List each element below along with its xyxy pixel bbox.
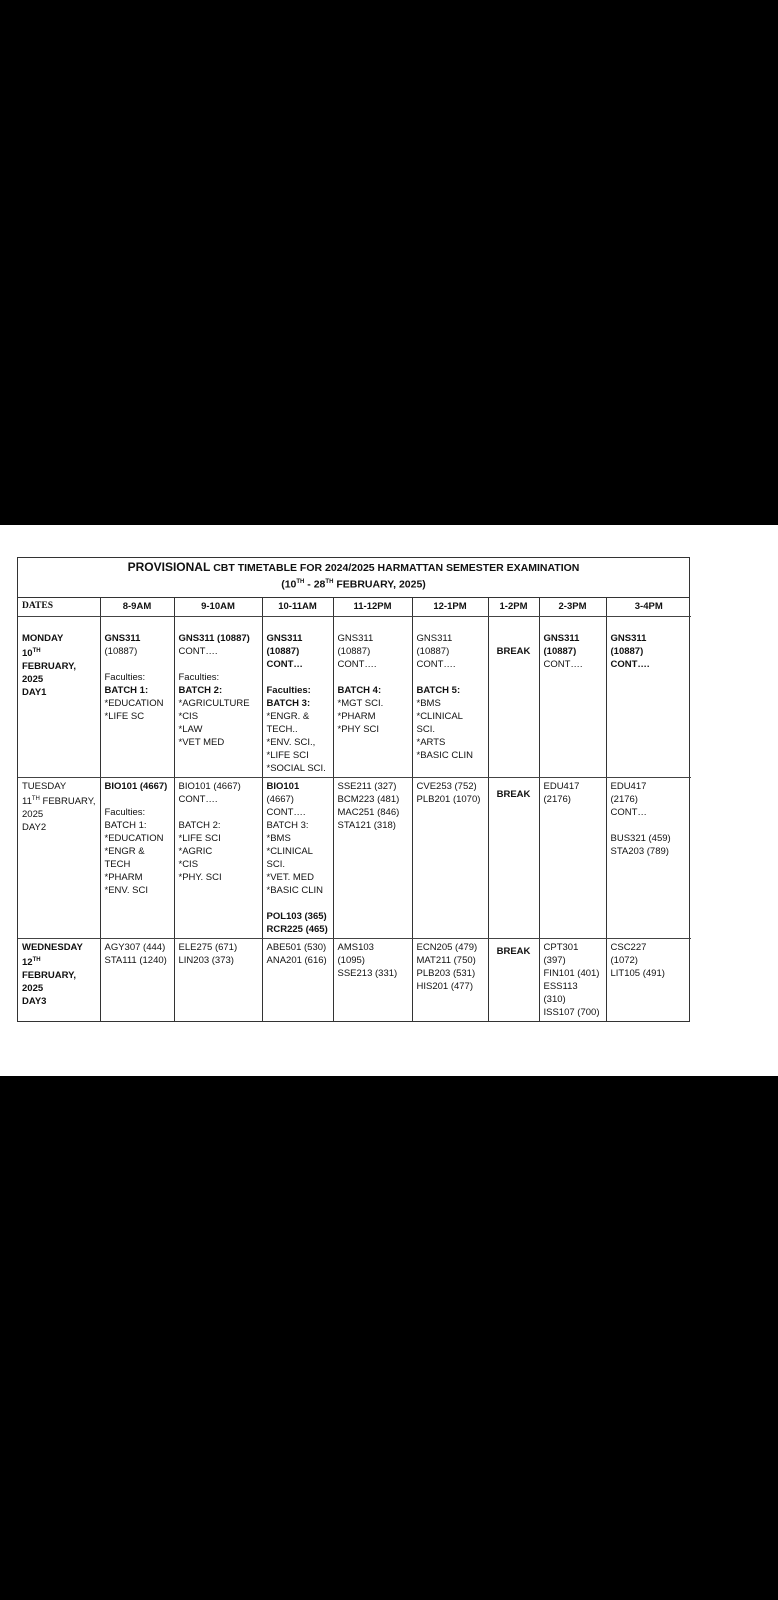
course-code: MAC251 (846)	[337, 807, 400, 818]
course-code: GNS311	[543, 633, 580, 644]
timetable-document	[0, 525, 778, 1076]
date-number: 11	[22, 796, 32, 808]
course-code: SSE211 (327)	[337, 781, 397, 792]
faculty-item: SCI.	[266, 859, 285, 870]
date-number: 12	[22, 957, 33, 969]
faculty-item: *ARTS	[416, 737, 446, 748]
cell-3-4pm	[606, 778, 691, 939]
faculty-item: *SOCIAL SCI.	[266, 763, 326, 774]
cell-12-1pm	[412, 617, 488, 778]
faculty-item: *CLINICAL SCI.	[416, 711, 463, 735]
cell-8-9am	[100, 939, 174, 1022]
course-code: EDU417	[610, 781, 647, 792]
course-count: (10887)	[266, 646, 300, 657]
course-count: (10887)	[416, 646, 450, 657]
course-code: BCM223 (481)	[337, 794, 400, 805]
faculty-item: *CLINICAL	[266, 846, 313, 857]
continuation-note: CONT….	[266, 807, 306, 818]
date-year: 2025	[22, 809, 44, 821]
title-rest: CBT TIMETABLE FOR 2024/2025 HARMATTAN SEMESTER EXAMINATION	[210, 562, 580, 574]
course-code: FIN101 (401)	[543, 968, 600, 979]
batch-label: BATCH 1:	[104, 685, 149, 696]
course-code: ISS107 (700)	[543, 1007, 600, 1018]
course-code: RCR225 (465)	[266, 924, 328, 935]
faculty-item: *ENV. SCI	[104, 885, 148, 896]
table-row	[18, 617, 691, 778]
course-code: AGY307 (444)	[104, 942, 166, 953]
title-dates	[18, 575, 689, 592]
cell-11-12pm	[333, 778, 412, 939]
continuation-note: CONT….	[543, 659, 583, 670]
faculty-item: *ENV. SCI.,	[266, 737, 316, 748]
faculty-item: *VET. MED	[266, 872, 315, 883]
header-2-3pm: 2-3PM	[539, 598, 606, 617]
course-code: SSE213 (331)	[337, 968, 398, 979]
course-code: ANA201 (616)	[266, 955, 327, 966]
day-name: MONDAY	[22, 633, 64, 644]
cell-3-4pm	[606, 617, 691, 778]
title-dates-sup2: TH	[325, 579, 334, 585]
course-code: GNS311 (10887)	[178, 633, 250, 644]
course-code: GNS311	[337, 633, 374, 644]
course-count: (10887)	[104, 646, 138, 657]
faculty-item: *BASIC CLIN	[416, 750, 473, 761]
faculty-item: *AGRIC	[178, 846, 213, 857]
date-suffix: TH	[32, 957, 41, 963]
cell-11-12pm	[333, 617, 412, 778]
title-dates-prefix: (10	[281, 578, 297, 591]
course-code: GNS311	[266, 633, 303, 644]
continuation-note: CONT….	[610, 659, 650, 670]
course-code: LIN203 (373)	[178, 955, 234, 966]
continuation-note: CONT….	[337, 659, 377, 670]
faculty-item: *ENGR & TECH	[104, 846, 145, 870]
continuation-note: CONT…	[266, 659, 303, 670]
date-cell	[18, 939, 100, 1022]
title-provisional: PROVISIONAL	[127, 560, 211, 574]
title-dates-suffix: FEBRUARY, 2025)	[333, 578, 426, 591]
faculties-label: Faculties:	[178, 672, 220, 683]
course-count: (10887)	[610, 646, 644, 657]
course-code: CSC227	[610, 942, 647, 953]
date-cell	[18, 778, 100, 939]
faculty-item: *BMS	[266, 833, 291, 844]
break-label: BREAK	[496, 946, 531, 957]
break-cell	[488, 617, 539, 778]
faculty-item: *ENGR. &	[266, 711, 310, 722]
course-count: (10887)	[543, 646, 577, 657]
course-code: PLB203 (531)	[416, 968, 476, 979]
faculty-item: *PHY SCI	[337, 724, 380, 735]
cell-10-11am	[262, 939, 333, 1022]
faculty-item: TECH..	[266, 724, 298, 735]
course-code: GNS311	[610, 633, 647, 644]
header-row	[18, 598, 691, 617]
faculty-item: *PHARM	[104, 872, 143, 883]
faculties-label: Faculties:	[266, 685, 311, 696]
course-code: HIS201 (477)	[416, 981, 474, 992]
course-code: MAT211 (750)	[416, 955, 476, 966]
continuation-note: CONT….	[178, 646, 218, 657]
course-count: (2176)	[610, 794, 638, 805]
course-code: BUS321 (459)	[610, 833, 671, 844]
date-year: 2025	[22, 674, 44, 686]
timetable-title	[18, 558, 689, 598]
course-code: GNS311	[416, 633, 453, 644]
header-dates: DATES	[18, 598, 100, 617]
course-code: STA203 (789)	[610, 846, 669, 857]
header-1-2pm: 1-2PM	[488, 598, 539, 617]
batch-label: BATCH 1:	[104, 820, 147, 831]
course-count: (2176)	[543, 794, 571, 805]
course-code: STA121 (318)	[337, 820, 396, 831]
header-9-10am: 9-10AM	[174, 598, 262, 617]
course-code: GNS311	[104, 633, 141, 644]
faculty-item: *PHY. SCI	[178, 872, 222, 883]
table-row	[18, 939, 691, 1022]
course-count: (1072)	[610, 955, 638, 966]
cell-3-4pm	[606, 939, 691, 1022]
date-cell	[18, 617, 100, 778]
batch-label: BATCH 3:	[266, 698, 311, 709]
course-code: POL103 (365)	[266, 911, 327, 922]
title-dates-sup1: TH	[296, 579, 305, 585]
course-code: CPT301 (397)	[543, 942, 579, 966]
course-code: BIO101 (4667)	[178, 781, 241, 792]
table-row	[18, 778, 691, 939]
faculties-label: Faculties:	[104, 672, 146, 683]
course-code: LIT105 (491)	[610, 968, 665, 979]
day-name: TUESDAY	[22, 781, 67, 792]
course-code: ELE275 (671)	[178, 942, 238, 953]
course-code: ABE501 (530)	[266, 942, 327, 953]
cell-2-3pm	[539, 939, 606, 1022]
course-code: AMS103	[337, 942, 374, 953]
cell-11-12pm	[333, 939, 412, 1022]
break-label: BREAK	[496, 646, 531, 657]
header-11-12pm: 11-12PM	[333, 598, 412, 617]
day-number: DAY3	[22, 996, 47, 1008]
date-number: 10	[22, 648, 33, 660]
cell-8-9am	[100, 778, 174, 939]
course-code: ESS113 (310)	[543, 981, 578, 1005]
faculty-item: *AGRICULTURE	[178, 698, 250, 709]
faculty-item: *BASIC CLIN	[266, 885, 323, 896]
continuation-note: CONT…	[610, 807, 647, 818]
header-8-9am: 8-9AM	[100, 598, 174, 617]
break-cell	[488, 778, 539, 939]
break-label: BREAK	[496, 789, 531, 800]
faculty-item: *CIS	[178, 859, 199, 870]
day-name: WEDNESDAY	[22, 942, 83, 953]
continuation-note: CONT….	[178, 794, 218, 805]
course-code: BIO101 (4667)	[104, 781, 168, 792]
batch-label: BATCH 3:	[266, 820, 309, 831]
schedule-table	[18, 598, 691, 1021]
course-code: STA111 (1240)	[104, 955, 167, 966]
batch-label: BATCH 4:	[337, 685, 382, 696]
course-code: CVE253 (752)	[416, 781, 477, 792]
faculty-item: *MGT SCI.	[337, 698, 384, 709]
timetable	[17, 557, 690, 1022]
cell-12-1pm	[412, 778, 488, 939]
header-12-1pm: 12-1PM	[412, 598, 488, 617]
cell-12-1pm	[412, 939, 488, 1022]
cell-8-9am	[100, 617, 174, 778]
batch-label: BATCH 2:	[178, 820, 221, 831]
cell-2-3pm	[539, 617, 606, 778]
course-count: (4667)	[266, 794, 294, 805]
course-code: ECN205 (479)	[416, 942, 478, 953]
course-count: (10887)	[337, 646, 371, 657]
faculty-item: *PHARM	[337, 711, 376, 722]
batch-label: BATCH 5:	[416, 685, 461, 696]
break-cell	[488, 939, 539, 1022]
header-10-11am: 10-11AM	[262, 598, 333, 617]
course-code: BIO101	[266, 781, 300, 792]
cell-9-10am	[174, 617, 262, 778]
date-month: FEBRUARY,	[22, 970, 77, 982]
date-suffix: TH	[31, 796, 40, 802]
day-number: DAY2	[22, 822, 47, 834]
title-dates-mid: - 28	[304, 578, 326, 591]
day-number: DAY1	[22, 687, 47, 699]
faculty-item: *EDUCATION	[104, 833, 164, 844]
title-main	[18, 560, 689, 575]
faculties-label: Faculties:	[104, 807, 146, 818]
cell-9-10am	[174, 778, 262, 939]
course-code: PLB201 (1070)	[416, 794, 481, 805]
date-month: FEBRUARY,	[22, 661, 77, 673]
cell-10-11am	[262, 778, 333, 939]
date-year: 2025	[22, 983, 44, 995]
cell-10-11am	[262, 617, 333, 778]
continuation-note: CONT….	[416, 659, 456, 670]
faculty-item: *EDUCATION	[104, 698, 164, 709]
batch-label: BATCH 2:	[178, 685, 223, 696]
faculty-item: *BMS	[416, 698, 441, 709]
cell-2-3pm	[539, 778, 606, 939]
faculty-item: *LAW	[178, 724, 203, 735]
header-3-4pm: 3-4PM	[606, 598, 691, 617]
date-suffix: TH	[32, 648, 41, 654]
course-count: (1095)	[337, 955, 365, 966]
faculty-item: *LIFE SCI	[178, 833, 221, 844]
faculty-item: *LIFE SC	[104, 711, 145, 722]
faculty-item: *VET MED	[178, 737, 225, 748]
faculty-item: *CIS	[178, 711, 199, 722]
course-code: EDU417	[543, 781, 580, 792]
cell-9-10am	[174, 939, 262, 1022]
faculty-item: *LIFE SCI	[266, 750, 309, 761]
date-month: FEBRUARY,	[39, 796, 96, 808]
